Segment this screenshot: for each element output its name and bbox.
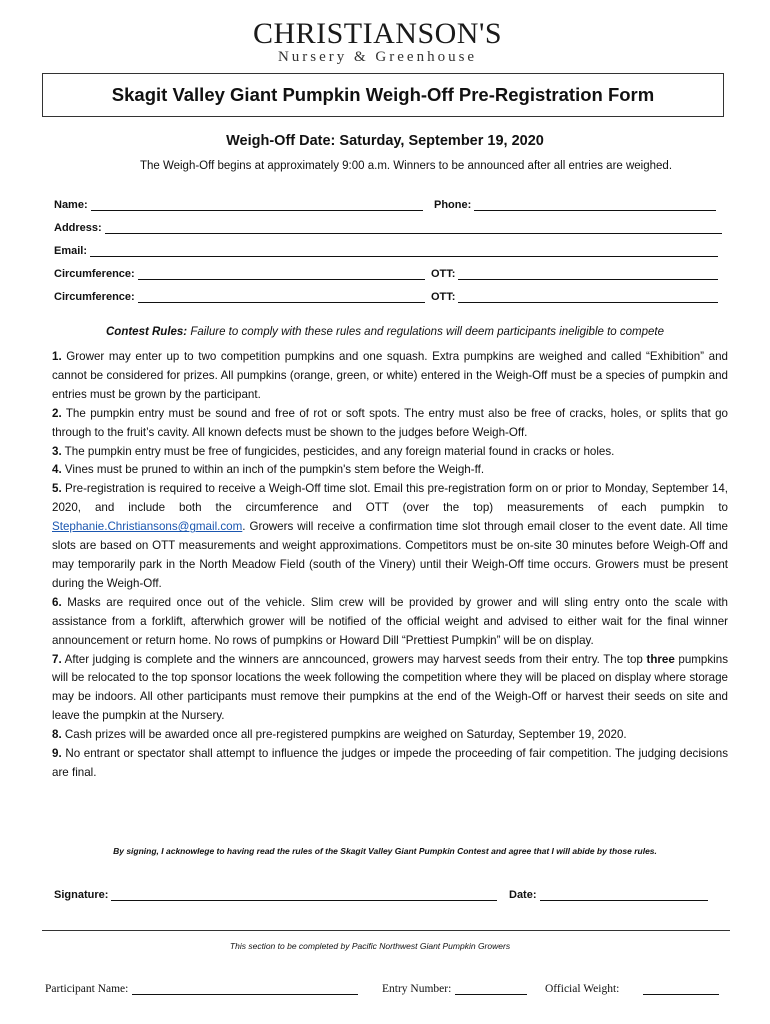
rule-6-number: 6. bbox=[52, 595, 62, 609]
rules-heading-text: Failure to comply with these rules and regulations will deem participants ineligible to compete bbox=[187, 326, 664, 338]
address-input-line[interactable] bbox=[105, 222, 722, 234]
rule-7-text-a: After judging is complete and the winners are anncounced, growers may harvest seeds from their entry. The top bbox=[61, 652, 647, 666]
entry-number-label: Entry Number: bbox=[382, 983, 452, 995]
nursery-logo bbox=[215, 18, 540, 66]
participant-name-label: Participant Name: bbox=[45, 983, 129, 995]
form-title-box bbox=[42, 73, 724, 117]
email-label: Email: bbox=[54, 245, 88, 257]
phone-label: Phone: bbox=[434, 199, 472, 211]
section-divider bbox=[42, 930, 730, 931]
rule-4-text: Vines must be pruned to within an inch of the pumpkin's stem before the Weigh-ff. bbox=[61, 463, 485, 477]
begins-note: The Weigh-Off begins at approximately 9:00 a.m. Winners to be announced after all entries are weighed. bbox=[139, 160, 673, 172]
name-field bbox=[54, 199, 423, 211]
rule-3-number: 3. bbox=[52, 444, 62, 458]
circumference-label-1: Circumference: bbox=[54, 268, 135, 280]
rule-3 bbox=[52, 443, 728, 462]
rule-5-text-a: Pre-registration is required to receive a Weigh-Off time slot. Email this pre-registration form on or prior to Monday, September 14, 2020, and include both the circumference and OTT (over the top) measurements of each pumpkin to bbox=[52, 482, 728, 515]
form-title: Skagit Valley Giant Pumpkin Weigh-Off Pre-Registration Form bbox=[111, 84, 655, 105]
rule-2-number: 2. bbox=[52, 406, 62, 420]
rule-1-text: Grower may enter up to two competition pumpkins and one squash. Extra pumpkins are weighed and called “Exhibition” and cannot be considered for prizes. All pumpkins (orange, green, or white) entered in the Weigh-Off must be a species of pumpkin and entries must be grown by the participant. bbox=[52, 350, 728, 401]
phone-field bbox=[434, 199, 716, 211]
ott-input-line-2[interactable] bbox=[458, 291, 718, 303]
circumference-field-2 bbox=[54, 291, 425, 303]
rules-heading-label: Contest Rules: bbox=[105, 326, 188, 338]
rule-6-text: Masks are required once out of the vehicle. Slim crew will be provided by grower and will sling entry onto the scale with assistance from a forklift, afterwhich grower will be notified of the official weight and advised to either wait for the final winner announcement or return home. No rows of pumpkins or Howard Dill “Prettiest Pumpkin” will be on display. bbox=[52, 595, 728, 647]
official-weight-field bbox=[545, 983, 719, 995]
name-input-line[interactable] bbox=[91, 199, 423, 211]
rule-7-number: 7. bbox=[52, 652, 62, 666]
rule-5-text-b: . Growers will receive a confirmation time slot through email closer to the event date. All time slots are based on OTT measurements and weight approximations. Competitors must be on-site 30 minutes before Weigh-Off and may temporarily park in the North Meadow Field (south of the Vinery) until their Weigh-Off time occurs. Growers must be present during the Weigh-Off. bbox=[52, 520, 728, 590]
rule-9-text: No entrant or spectator shall attempt to influence the judges or impede the proceeding of fair competition. The judging decisions are final. bbox=[52, 747, 728, 779]
email-input-line[interactable] bbox=[90, 245, 718, 257]
agreement-statement: By signing, I acknowlege to having read the rules of the Skagit Valley Giant Pumpkin Contest and agree that I will abide by those rules. bbox=[113, 846, 657, 856]
ott-field-1 bbox=[431, 268, 718, 280]
ott-field-2 bbox=[431, 291, 718, 303]
circumference-input-line-2[interactable] bbox=[138, 291, 425, 303]
rule-6 bbox=[52, 594, 728, 651]
signature-label: Signature: bbox=[54, 889, 109, 901]
entry-number-input-line[interactable] bbox=[455, 983, 527, 995]
rules-list bbox=[52, 348, 728, 783]
signature-field bbox=[54, 889, 497, 901]
rule-8-text: Cash prizes will be awarded once all pre-registered pumpkins are weighed on Saturday, September 19, 2020. bbox=[61, 728, 627, 742]
entry-number-field bbox=[382, 983, 527, 995]
rule-9-number: 9. bbox=[52, 747, 62, 761]
address-label: Address: bbox=[54, 222, 102, 234]
rule-4 bbox=[52, 461, 728, 480]
ott-label-2: OTT: bbox=[431, 291, 456, 303]
rule-7 bbox=[52, 651, 728, 727]
ott-label-1: OTT: bbox=[431, 268, 456, 280]
official-weight-input-line[interactable] bbox=[643, 983, 719, 995]
rule-8-number: 8. bbox=[52, 728, 62, 742]
signature-input-line[interactable] bbox=[111, 889, 497, 901]
circumference-input-line-1[interactable] bbox=[138, 268, 425, 280]
contact-email-link[interactable]: Stephanie.Christiansons@gmail.com bbox=[52, 520, 243, 534]
logo-brand: CHRISTIANSON'S bbox=[252, 17, 503, 50]
rule-1 bbox=[52, 348, 728, 405]
rule-3-text: The pumpkin entry must be free of fungicides, pesticides, and any foreign material found in cracks or holes. bbox=[61, 444, 615, 458]
participant-name-input-line[interactable] bbox=[132, 983, 358, 995]
rule-5 bbox=[52, 480, 728, 593]
official-section-note: This section to be completed by Pacific Northwest Giant Pumpkin Growers bbox=[229, 941, 511, 951]
circumference-field-1 bbox=[54, 268, 425, 280]
rule-4-number: 4. bbox=[52, 463, 62, 477]
rules-heading bbox=[0, 326, 770, 338]
rule-7-text-b: pumpkins will be relocated to the top sponsor locations the week following the competition where they will be placed on display where storage may be indoors. All other participants must remove their pumpkins at the end of the Weigh-Off or harvest their seeds on site and leave the pumpkin at the Nursery. bbox=[52, 652, 728, 723]
email-field bbox=[54, 245, 718, 257]
rule-7-emphasis: three bbox=[646, 652, 675, 666]
rule-2-text: The pumpkin entry must be sound and free of rot or soft spots. The entry must also be free of cracks, holes, or splits that go through to the fruit’s cavity. All known defects must be shown to the judges before Weigh-Off. bbox=[52, 406, 728, 439]
ott-input-line-1[interactable] bbox=[458, 268, 718, 280]
rule-1-number: 1. bbox=[52, 350, 62, 363]
name-label: Name: bbox=[54, 199, 88, 211]
rule-2 bbox=[52, 405, 728, 443]
logo-subtitle: Nursery & Greenhouse bbox=[277, 49, 478, 65]
circumference-label-2: Circumference: bbox=[54, 291, 135, 303]
weigh-off-date: Weigh-Off Date: Saturday, September 19, 2020 bbox=[226, 133, 544, 149]
rule-9 bbox=[52, 745, 728, 783]
date-field bbox=[509, 889, 708, 901]
official-weight-label: Official Weight: bbox=[545, 983, 620, 995]
date-input-line[interactable] bbox=[540, 889, 708, 901]
date-label: Date: bbox=[509, 889, 537, 901]
rule-8 bbox=[52, 726, 728, 745]
phone-input-line[interactable] bbox=[474, 199, 716, 211]
participant-name-field bbox=[45, 983, 358, 995]
address-field bbox=[54, 222, 722, 234]
rule-5-number: 5. bbox=[52, 482, 62, 496]
